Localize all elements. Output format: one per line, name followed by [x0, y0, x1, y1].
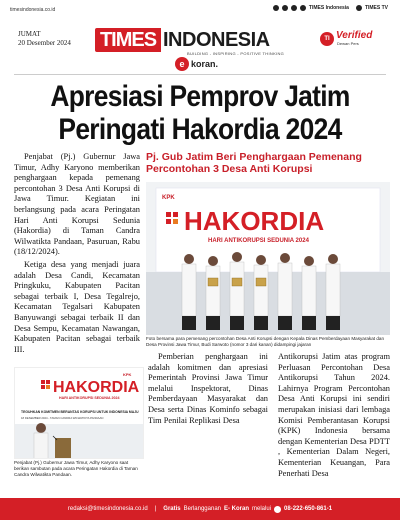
photo2-kpk-label: KPK — [123, 372, 132, 377]
issue-day: JUMAT — [18, 30, 41, 38]
twitter-icon[interactable] — [282, 5, 288, 11]
lead-paragraph-1: Penjabat (Pj.) Gubernur Jawa Timur, Adhy Karyono memberikan penghargaan kepada pemenang percontohan 3 Desa Anti Korupsi di Jawa Timur. Kegiatan ini berlangsung pada acara Peringatan Hari Anti Korupsi Sedunia (Hakordia) di Taman Candra Wilwatikta Pandaan, Pasuruan, Rabu (18/12/2024). — [14, 152, 140, 257]
logo-indonesia: INDONESIA — [163, 29, 270, 51]
social-label-times-indonesia: TIMES Indonesia — [308, 5, 349, 11]
body-column-2 — [148, 352, 268, 426]
headline-line-2: Peringati Hakordia 2024 — [58, 113, 342, 146]
footer-promo-prefix: Gratis — [163, 506, 181, 512]
logo-times: TIMES — [95, 28, 161, 52]
site-url[interactable]: timesindonesia.co.id — [10, 7, 56, 13]
photo1-banner-sub: HARI ANTIKORUPSI SEDUNIA 2024 — [208, 238, 309, 244]
issue-date — [18, 30, 71, 48]
speech-photo-caption: Penjabat (Pj.) Gubernur Jawa Timur, Adhy Karyono saat berikan sambutan pada acara Peringatan Hakordia di Taman Candra Wilwatikta Pandaan. — [14, 460, 138, 477]
social-label-times-tv: TIMES TV — [364, 5, 388, 11]
footer-bar — [0, 498, 400, 520]
photo2-banner-sub: HARI ANTIKORUPSI SEDUNIA 2024 — [59, 396, 120, 400]
photo2-banner-date: 18 DESEMBER 2024 - TAMAN CANDRA WILWATIKTA PANDAAN — [21, 416, 104, 420]
social-links — [273, 5, 392, 11]
instagram-icon[interactable] — [291, 5, 297, 11]
photo1-banner-title: HAKORDIA — [184, 206, 325, 236]
speech-photo-illustration — [15, 368, 144, 459]
tv-icon[interactable] — [356, 5, 362, 11]
top-bar — [0, 0, 400, 22]
footer-separator: | — [154, 506, 157, 512]
ti-badge-icon: TI — [320, 32, 334, 46]
footer-promo-bold: E- Koran — [224, 506, 250, 512]
facebook-icon[interactable] — [273, 5, 279, 11]
lead-column — [14, 152, 140, 357]
verified-label: Verified — [336, 30, 373, 41]
subheadline: Pj. Gub Jatim Beri Penghargaan Pemenang Percontohan 3 Desa Anti Korupsi — [146, 151, 362, 175]
page-title — [24, 80, 376, 146]
ekoran-label: koran. — [191, 59, 219, 69]
ekoran-logo — [175, 57, 218, 71]
photo1-kpk-label: KPK — [162, 195, 175, 201]
lead-paragraph-2: Ketiga desa yang menjadi juara adalah Desa Candi, Kecamatan Pringkuku, Kabupaten Pacitan sebagai terbaik I, Desa Tegalrejo, Kecamatan Tegalsari Kabupaten Banyuwangi sebagai terbaik II dan Desa Sempu, Kecamatan Nawangan, Kabupaten Pacitan sebagai terbaik III. — [14, 259, 140, 354]
footer-promo-text: Berlangganan — [183, 506, 221, 512]
ekoran-icon: e — [175, 57, 189, 71]
body-column-3 — [278, 352, 390, 479]
verified-badge — [320, 30, 390, 50]
footer-email[interactable]: redaksi@timesindonesia.co.id — [67, 506, 148, 512]
body-paragraph-col2: Pemberian penghargaan ini adalah komitmen dan apresiasi Pemerintah Provinsi Jawa Timur melalui Inspektorat, Dinas Pemberdayaan Masyarakat dan Desa serta Dinas Kominfo sebagai Tim Penilai Replikasi Desa — [148, 352, 268, 425]
photo2-banner-line: TEGUHKAN KOMITMEN BERANTAS KORUPSI UNTUK INDONESIA MAJU — [21, 410, 139, 414]
verified-sub: Dewan Pers — [337, 41, 359, 46]
issue-date-text: 20 Desember 2024 — [18, 39, 71, 47]
youtube-icon[interactable] — [300, 5, 306, 11]
award-photo-caption: Foto bersama para pemenang percontohan Desa Anti Korupsi dengan Kepala Dinas Pemberdayaan Masyarakat dan Desa Provinsi Jawa Timur, Budi Sarwoto (nomor 3 dari kanan) didampingi jajaran — [146, 336, 385, 347]
award-photo — [146, 182, 390, 335]
footer-promo-via: melalui — [252, 506, 272, 512]
whatsapp-icon — [274, 506, 281, 513]
masthead-divider — [14, 74, 386, 75]
speech-photo — [14, 367, 144, 459]
logo-tagline: BUILDING - INSPIRING - POSITIVE THINKING — [187, 51, 285, 56]
footer-phone[interactable]: 08-222-650-861-1 — [284, 506, 333, 512]
headline-line-1: Apresiasi Pemprov Jatim — [50, 80, 350, 113]
award-photo-illustration — [146, 182, 390, 335]
body-paragraph-col3: Antikorupsi Jatim atas program Perluasan Percontohan Desa Antikorupsi Tahun 2024. Lahirnya Program Percontohan Desa Anti Korupsi ini sendiri merupakan inisiasi dari lembaga Komisi Pemberantasan Korupsi (KPK) Indonesia bersama dengan Kementerian Desa PDTT , Kementerian Dalam Negeri, Kementerian Keuangan, Para Penerhati Desa — [278, 352, 390, 478]
photo2-banner-title: HAKORDIA — [53, 379, 140, 396]
